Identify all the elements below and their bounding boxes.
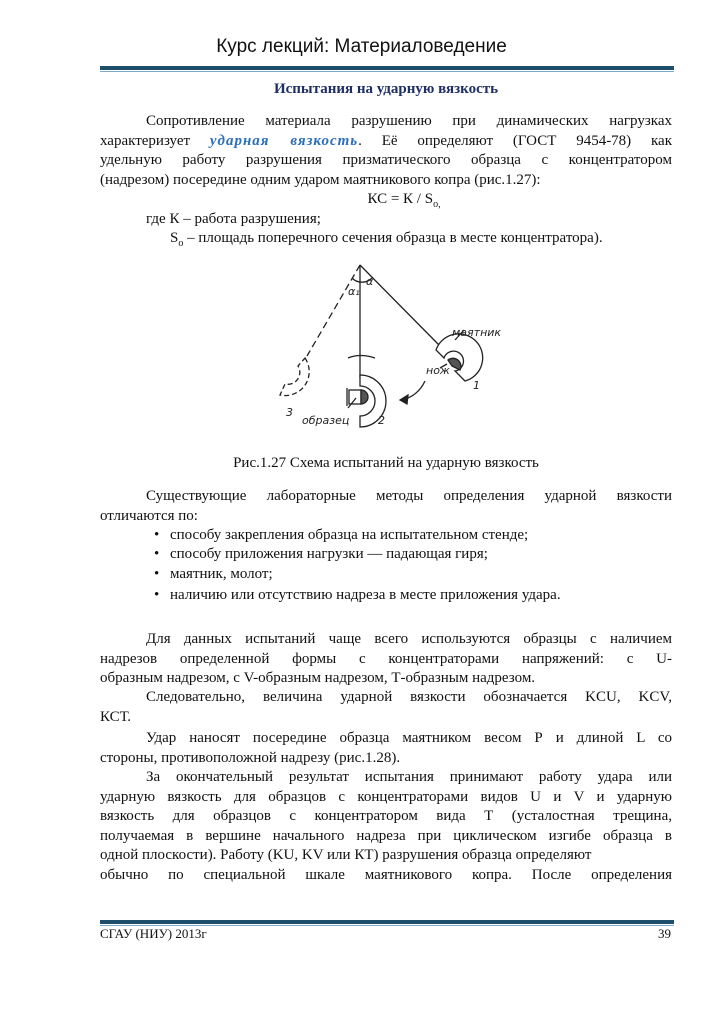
svg-text:α: α [366, 275, 374, 288]
where-k: где К – работа разрушения; [146, 211, 321, 227]
svg-text:3: 3 [286, 406, 293, 419]
specimen [349, 390, 361, 404]
running-header: Курс лекций: Материаловедение [216, 36, 507, 57]
paragraph-result: За окончательный результат испытания принимают работу удара или ударную вязкость для образцов с концентраторами видов U и V и ударную вязкость для образцов с концентратором вида Т (усталостная трещина, получаемая в вершине начального надреза при циклическом изгибе образца в одной плоскости). Работу (KU, KV или КТ) разрушения образца определяют обычно по специальной шкале маятникового копра. После определения [100, 769, 672, 883]
footer-rule [100, 920, 674, 924]
methods-paragraph: Существующие лабораторные методы определения ударной вязкости отличаются по: [100, 488, 672, 524]
header-rule-thin [100, 71, 674, 72]
svg-text:α₁: α₁ [348, 285, 360, 298]
intro-paragraph: Сопротивление материала разрушению при динамических нагрузках характеризует ударная вязкость. Её определяют (ГОСТ 9454-78) как удельную работу разрушения призматического образца с концентратором (надрезом) посередине одним ударом маятникового копра (рис.1.27): [100, 113, 673, 188]
svg-text:1: 1 [473, 379, 480, 392]
pendulum-head-3 [280, 358, 309, 396]
paragraph-impact: Удар наносят посередине образца маятником весом Р и длиной L со стороны, противоположной надрезу (рис.1.28). [100, 730, 672, 766]
header-rule [100, 66, 674, 70]
section-title: Испытания на ударную вязкость [273, 81, 499, 97]
footer-left: СГАУ (НИУ) 2013г [100, 926, 207, 941]
term-impact-toughness: ударная вязкость [209, 132, 359, 149]
bullet-item: • способу приложения нагрузки — падающая гиря; [154, 546, 488, 562]
where-s: $S_o$ – площадь поперечного сечения образца в месте концентратора). [170, 230, 603, 249]
figure-caption: Рис.1.27 Схема испытаний на ударную вязкость [233, 455, 539, 471]
bullet-item: • способу закрепления образца на испытательном стенде; [154, 527, 529, 543]
bullet-item: • маятник, молот; [154, 566, 273, 582]
svg-text:2: 2 [378, 414, 385, 427]
bullet-item: • наличию или отсутствию надреза в месте приложения удара. [154, 587, 561, 603]
paragraph-designation: Следовательно, величина ударной вязкости обозначается KCU, KCV, КСТ. [100, 689, 672, 725]
svg-text:образец: образец [302, 414, 350, 427]
page-number: 39 [658, 926, 671, 941]
pendulum-diagram [260, 258, 530, 433]
svg-text:нож: нож [426, 364, 450, 377]
formula: КС = К / $S_{o,}$ [367, 191, 441, 210]
paragraph-specimens: Для данных испытаний чаще всего используются образцы с наличием надрезов определенной формы с концентраторами напряжений: с U- образным надрезом, с V-образным надрезом, Т-образным надрезом. [100, 631, 672, 686]
svg-text:маятник: маятник [452, 326, 502, 339]
